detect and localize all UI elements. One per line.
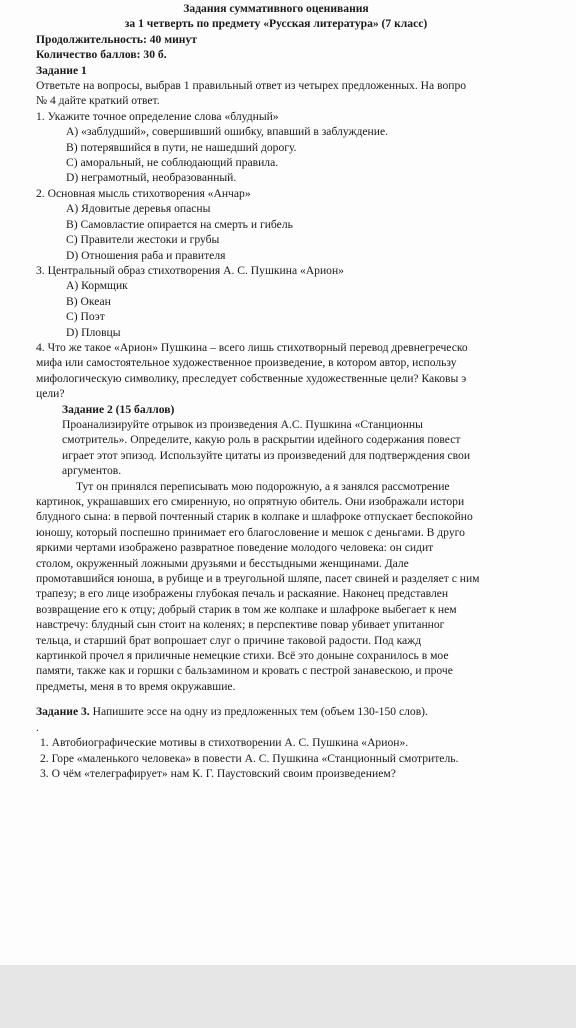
q2-option-c: C) Правители жестоки и грубы xyxy=(66,233,220,247)
q2-option-a: A) Ядовитые деревья опасны xyxy=(66,202,211,216)
q1-option-d: D) неграмотный, необразованный. xyxy=(66,171,237,185)
task3-topic-2: 2. Горе «маленького человека» в повести А. С. Пушкина «Станционный смотритель. xyxy=(40,751,459,765)
excerpt-line-2: картинок, украшавших его смиренную, но опрятную обитель. Они изображали истори xyxy=(36,495,465,508)
question-4-line-3: мифологическую символику, преследует собственные художественные цели? Каковы э xyxy=(36,371,467,385)
task1-title: Задание 1 xyxy=(36,63,87,77)
question-2: 2. Основная мысль стихотворения «Анчар» xyxy=(36,186,251,200)
task3-title: Задание 3. xyxy=(36,705,90,719)
q2-option-d: D) Отношения раба и правителя xyxy=(66,248,226,262)
excerpt-line-10: навстречу: блудный сын стоит на коленях; в перспективе повар убивает упитанног xyxy=(36,618,445,632)
title-line-1: Задания суммативного оценивания xyxy=(183,2,369,15)
task3-dot: . xyxy=(36,720,39,734)
excerpt-line-9: возвращение его к отцу; добрый старик в том же колпаке и шлафроке выбегает к нем xyxy=(36,602,457,616)
duration: Продолжительность: 40 минут xyxy=(36,32,197,46)
task2-intro-4: аргументов. xyxy=(62,464,122,478)
task3-topic-1: 1. Автобиографические мотивы в стихотворении А. С. Пушкина «Арион». xyxy=(40,736,409,750)
q1-option-c: C) аморальный, не соблюдающий правила. xyxy=(66,156,279,170)
excerpt-line-7: промотавшийся юноша, в рубище и в треугольной шляпе, пасет свиней и разделяет с ним xyxy=(36,572,480,586)
question-4-line-4: цели? xyxy=(36,387,65,401)
q1-option-a: A) «заблудший», совершивший ошибку, впавший в заблуждение. xyxy=(66,125,388,139)
task3-heading xyxy=(36,704,576,719)
task2-title: Задание 2 (15 баллов) xyxy=(62,402,175,416)
task1-intro-2: № 4 дайте краткий ответ. xyxy=(36,94,160,108)
excerpt-line-8: трапезу; в его лице изображены глубокая печаль и раскаяние. Наконец представлен xyxy=(36,587,449,601)
question-4-line-2: мифа или самостоятельное художественное произведение, в котором автор, использу xyxy=(36,356,457,370)
q3-option-d: D) Пловцы xyxy=(66,325,121,339)
excerpt-line-6: столом, окруженный ложными друзьями и бесстыдными женщинами. Дале xyxy=(36,556,409,570)
total-points: Количество баллов: 30 б. xyxy=(36,48,167,62)
question-4-line-1: 4. Что же такое «Арион» Пушкина – всего лишь стихотворный перевод древнегреческо xyxy=(36,340,468,354)
q3-option-b: B) Океан xyxy=(66,294,111,308)
q3-option-c: C) Поэт xyxy=(66,310,105,324)
excerpt-line-4: юношу, который поспешно принимает его благословение и мешок с деньгами. В друго xyxy=(36,525,465,539)
task3-instruction: Напишите эссе на одну из предложенных тем (объем 130-150 слов). xyxy=(89,705,428,719)
task2-intro-2: смотритель». Определите, какую роль в раскрытии идейного содержания повест xyxy=(62,433,461,447)
q3-option-a: A) Кормщик xyxy=(66,279,128,293)
q2-option-b: B) Самовластие опирается на смерть и гибель xyxy=(66,217,293,231)
task3-topic-3: 3. О чём «телеграфирует» нам К. Г. Паустовский своим произведением? xyxy=(40,766,396,780)
excerpt-line-1: Тут он принялся переписывать мою подорожную, а я занялся рассмотрение xyxy=(76,479,450,493)
task2-intro-1: Проанализируйте отрывок из произведения А.С. Пушкина «Станционны xyxy=(62,417,423,431)
excerpt-line-13: памяти, также как и горшки с бальзамином и кровать с пестрой занавескою, и проче xyxy=(36,664,453,678)
task2-intro-3: играет этот эпизод. Используйте цитаты из произведений для подтверждения свои xyxy=(62,448,471,462)
excerpt-line-14: предметы, меня в то время окружавшие. xyxy=(36,679,236,693)
excerpt-line-11: тельца, и старший брат вопрошает слуг о причине таковой радости. Под кажд xyxy=(36,633,422,647)
q1-option-b: B) потерявшийся в пути, не нашедший дорогу. xyxy=(66,140,297,154)
title-line-2: за 1 четверть по предмету «Русская литература» (7 класс) xyxy=(124,17,428,31)
excerpt-line-5: яркими чертами изображено развратное поведение молодого человека: он сидит xyxy=(36,541,434,555)
question-1: 1. Укажите точное определение слова «блудный» xyxy=(36,109,279,123)
document-content xyxy=(36,1,576,781)
excerpt-line-3: блудного сына: в первой почтенный старик в колпаке и шлафроке отпускает беспокойно xyxy=(36,510,473,524)
excerpt-line-12: картинкой прочел я приличные немецкие стихи. Всё это доныне сохранилось в мое xyxy=(36,649,449,663)
task1-intro-1: Ответьте на вопросы, выбрав 1 правильный ответ из четырех предложенных. На вопро xyxy=(36,79,467,93)
question-3: 3. Центральный образ стихотворения А. С. Пушкина «Арион» xyxy=(36,263,344,277)
page-bottom-margin xyxy=(0,965,576,1028)
